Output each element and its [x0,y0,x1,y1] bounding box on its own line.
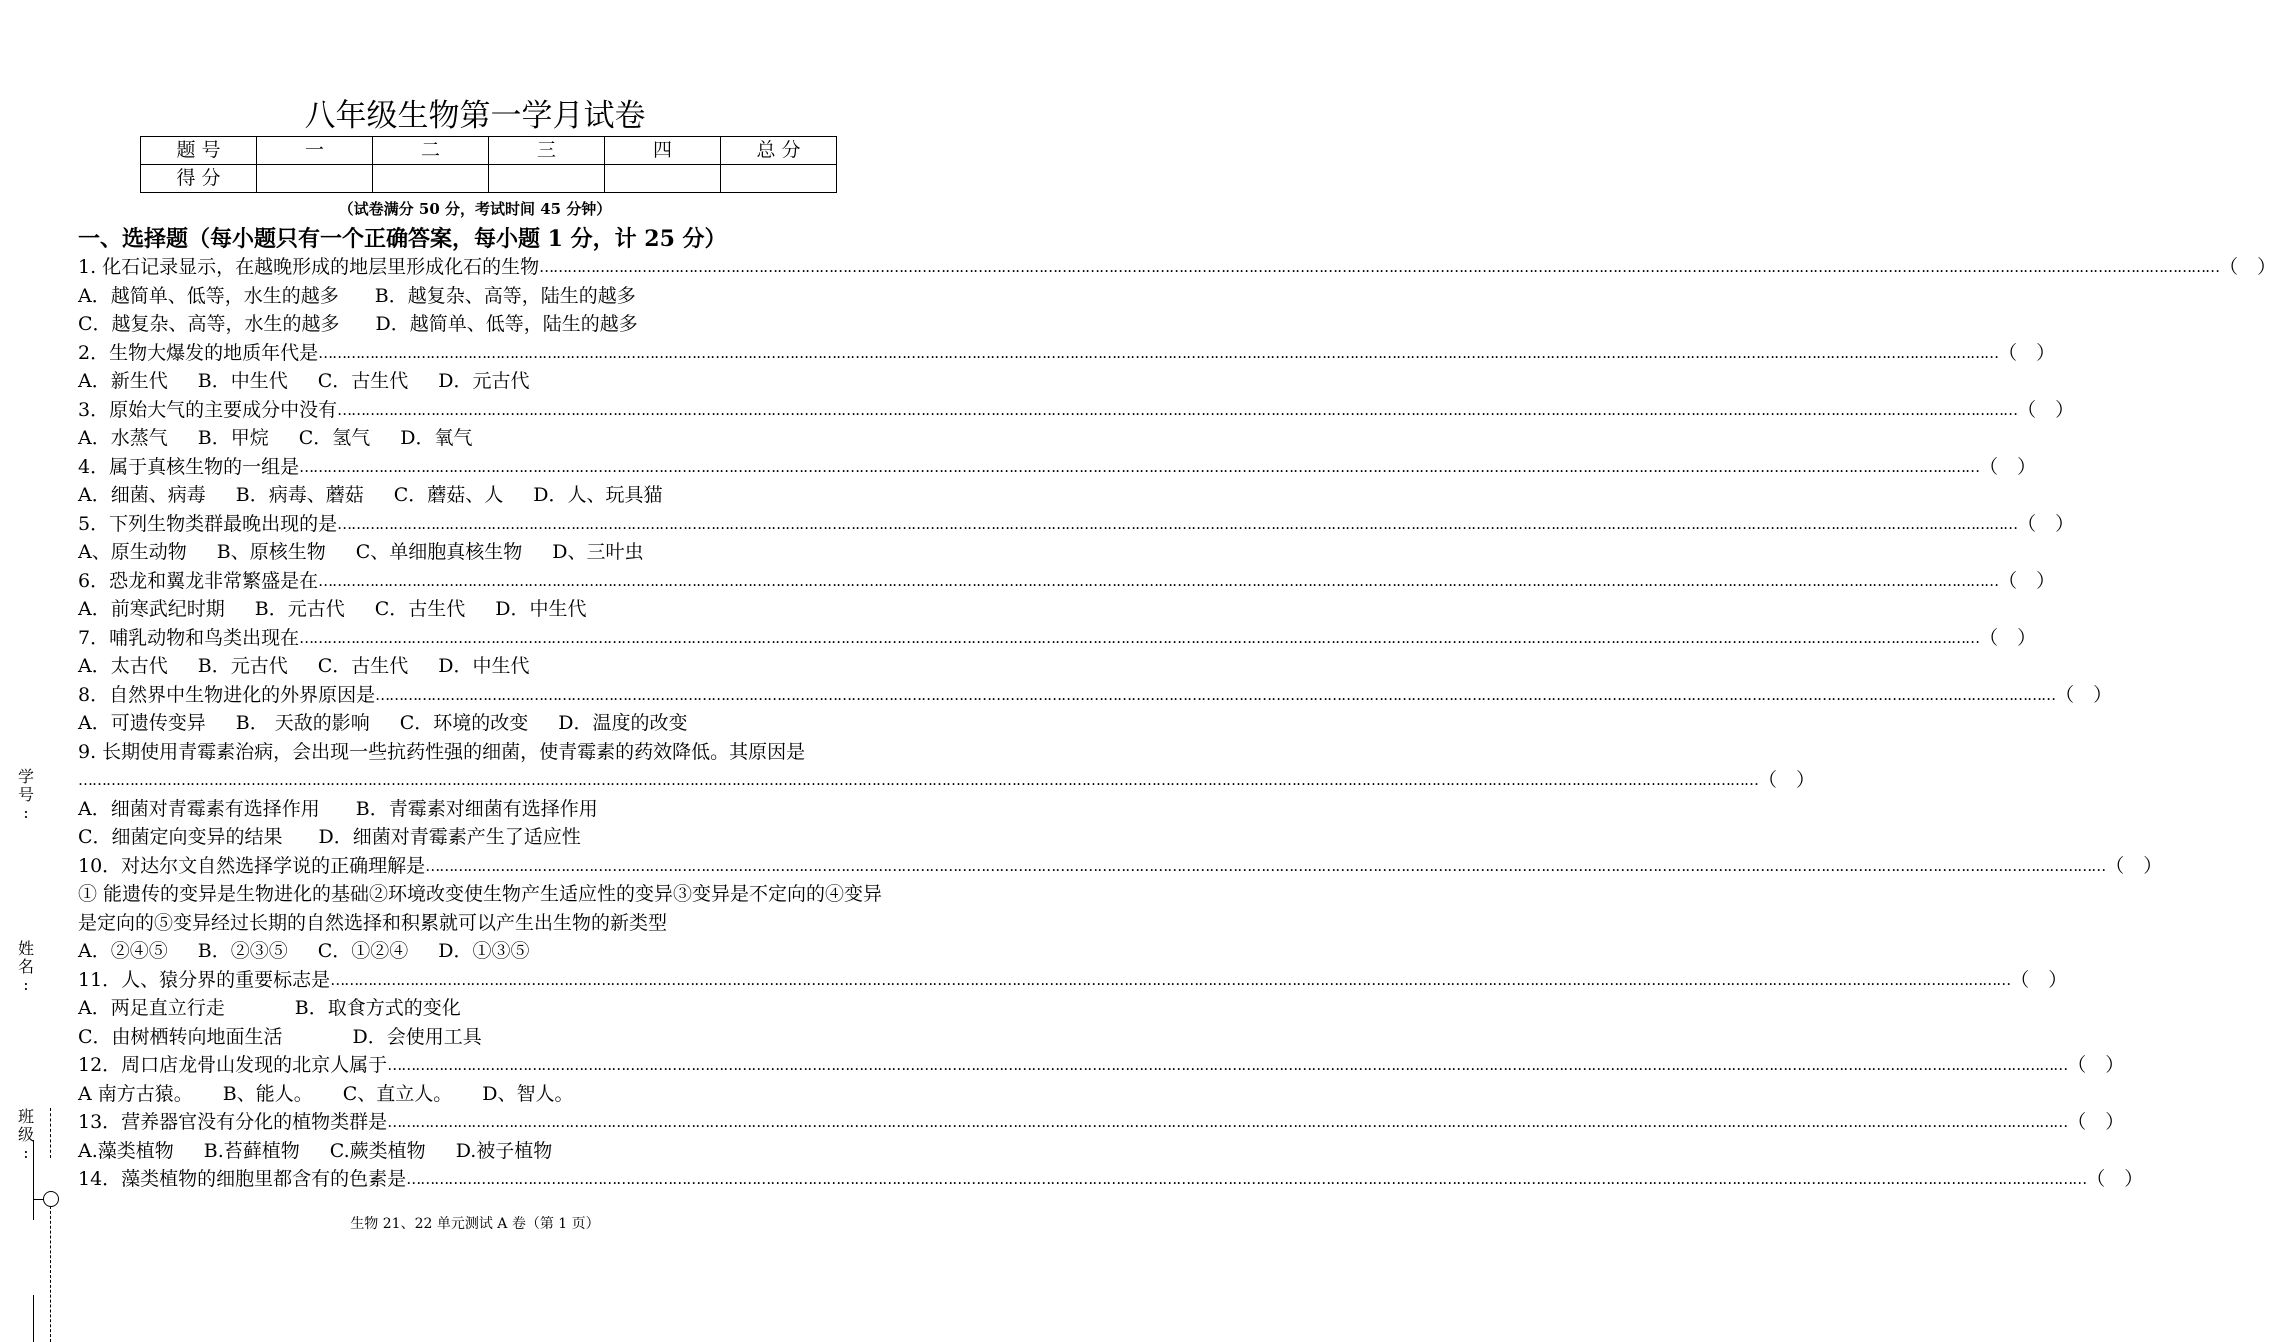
option-row [78,424,900,453]
answer-option[interactable]: D．氧气 [400,427,473,449]
answer-option[interactable]: C．由树栖转向地面生活 [78,1025,283,1048]
answer-blank[interactable]: （ ） [2067,1111,2125,1133]
option-row [78,795,900,824]
option-row [78,709,900,738]
question-stem: 1. 化石记录显示，在越晚形成的地层里形成化石的生物 [78,256,540,278]
answer-option[interactable]: A．前寒武纪时期 [78,598,225,620]
section-heading: 一、选择题（每小题只有一个正确答案，每小题 1 分，计 25 分） [78,226,727,252]
answer-option[interactable]: A．水蒸气 [78,427,168,449]
binding-hole [43,1191,59,1207]
answer-option[interactable]: C.蕨类植物 [329,1139,426,1162]
page-title: 八年级生物第一学月试卷 [304,98,646,134]
answer-option[interactable]: D．会使用工具 [352,1025,482,1048]
question-7 [78,624,2037,653]
answer-option[interactable]: A．细菌对青霉素有选择作用 [78,797,320,820]
answer-blank[interactable]: （ ） [2067,1054,2125,1076]
score-table [140,136,837,193]
option-row [78,481,900,510]
answer-option[interactable]: D．①③⑤ [438,940,530,962]
answer-option[interactable]: A．太古代 [78,655,168,677]
score-table-header-row [141,137,837,165]
leader-dots: ……………………………………………………………………………………………………………………………………………………………………………………………………………………………………………………………………………………………………………………………… [387,1056,2068,1074]
question-12 [78,1051,2125,1080]
answer-option[interactable]: B．中生代 [197,370,288,392]
leader-dots: ……………………………………………………………………………………………………………………………………………………………………………………………………………………………………………………………………………………………………………………………… [318,343,1999,362]
question-stem: 11．人、猿分界的重要标志是 [78,968,331,991]
question-stem: 10．对达尔文自然选择学说的正确理解是 [78,854,426,877]
question-11 [78,966,2068,995]
leader-dots: ……………………………………………………………………………………………………………………………………………………………………………………………………………………………………………………………………………………………………………………………… [425,856,2106,875]
question-stem: 5．下列生物类群最晚出现的是 [78,512,338,535]
score-cell[interactable] [721,165,837,193]
leader-dots: ……………………………………………………………………………………………………………………………………………………………………………………………………………………………………………………………………………………………………………………………… [375,685,2056,704]
answer-option[interactable]: C．细菌定向变异的结果 [78,826,283,848]
answer-option[interactable]: B．越复杂、高等，陆生的越多 [374,284,636,307]
question-stem: 4．属于真核生物的一组是 [78,455,300,478]
answer-option[interactable]: B．甲烷 [197,427,269,449]
question-3 [78,396,2075,425]
score-cell[interactable] [605,165,721,193]
leader-dots: ……………………………………………………………………………………………………………………………………………………………………………………………………………………………………………………………………………………………………………………………… [78,771,1758,789]
answer-option[interactable]: D．细菌对青霉素产生了适应性 [318,826,581,848]
answer-blank[interactable]: （ ） [1998,569,2056,592]
binding-dashed-line [50,1108,51,1158]
answer-option[interactable]: C．①②④ [317,940,409,962]
answer-option[interactable]: C．古生代 [317,370,409,392]
question-4 [78,453,2037,482]
question-list [78,253,2276,1194]
leader-dots: ……………………………………………………………………………………………………………………………………………………………………………………………………………………………………………………………………………………………………………………………… [318,571,1999,590]
answer-option[interactable]: D．越简单、低等，陆生的越多 [375,313,638,335]
answer-blank[interactable]: （ ） [2219,256,2276,278]
question-9-leader [78,766,1816,795]
answer-option[interactable]: C．古生代 [317,655,409,677]
score-table-score-row [141,165,837,193]
answer-blank[interactable]: （ ） [2017,398,2075,421]
student-name-label: 姓 名 : [17,939,34,994]
option-row [78,1023,900,1052]
answer-option[interactable]: D．温度的改变 [558,712,688,734]
answer-option[interactable]: D.被子植物 [455,1139,553,1162]
binding-solid-line [33,1140,34,1220]
question-stem: 2．生物大爆发的地质年代是 [78,341,319,364]
answer-blank[interactable]: （ ） [2055,683,2113,706]
score-header-cell: 题 号 [141,137,257,165]
answer-option[interactable]: A．两足直立行走 [78,997,225,1019]
option-row [78,652,900,681]
answer-option[interactable]: D．人、玩具猫 [533,484,663,506]
question-stem: 8．自然界中生物进化的外界原因是 [78,683,376,706]
answer-blank[interactable]: （ ） [1979,626,2037,649]
answer-blank[interactable]: （ ） [1998,341,2056,364]
leader-dots: ……………………………………………………………………………………………………………………………………………………………………………………………………………………………………………………………………………………………………………………………… [330,970,2011,989]
answer-blank[interactable]: （ ） [2017,512,2075,535]
leader-dots: ……………………………………………………………………………………………………………………………………………………………………………………………………………………………………………………………………………………………………………………………… [539,258,2220,276]
question-stem: 6．恐龙和翼龙非常繁盛是在 [78,569,319,592]
answer-option[interactable]: A．细菌、病毒 [78,484,206,506]
answer-blank[interactable]: （ ） [2010,968,2068,991]
answer-blank[interactable]: （ ） [2086,1168,2144,1190]
question-stem: 14．藻类植物的细胞里都含有的色素是 [78,1168,407,1190]
binding-solid-line [33,1295,34,1342]
answer-option[interactable]: C．环境的改变 [399,712,529,734]
question-13 [78,1108,2125,1137]
answer-option[interactable]: B．元古代 [254,598,345,620]
score-header-cell: 总 分 [721,137,837,165]
score-cell[interactable] [257,165,373,193]
score-cell[interactable] [489,165,605,193]
answer-option[interactable]: B．②③⑤ [197,940,288,962]
answer-option[interactable]: B．青霉素对细菌有选择作用 [355,797,598,820]
answer-option[interactable]: C．古生代 [374,598,466,620]
answer-option[interactable]: B、原核生物 [216,541,326,563]
answer-option[interactable]: C．蘑菇、人 [393,484,504,506]
question-6 [78,567,2056,596]
answer-option[interactable]: D．中生代 [438,655,530,677]
answer-blank[interactable]: （ ） [1979,455,2037,478]
answer-blank[interactable]: （ ） [1758,769,1816,791]
answer-option[interactable]: B．取食方式的变化 [294,997,461,1019]
score-cell[interactable] [373,165,489,193]
option-row [78,538,900,567]
answer-option[interactable]: B．病毒、蘑菇 [235,484,364,506]
leader-dots: ……………………………………………………………………………………………………………………………………………………………………………………………………………………………………………………………………………………………………………………………… [299,628,1980,647]
answer-option[interactable]: A 南方古猿。 [78,1082,193,1105]
question-stem: 13．营养器官没有分化的植物类群是 [78,1111,388,1133]
answer-option[interactable]: D．元古代 [438,370,530,392]
answer-option[interactable]: B． 天敌的影响 [235,712,370,734]
question-5 [78,510,2075,539]
option-row [78,310,900,339]
leader-dots: ……………………………………………………………………………………………………………………………………………………………………………………………………………………………………………………………………………………………………………………………… [337,514,2018,533]
option-row [78,823,900,852]
binding-dashed-line [50,1206,51,1342]
leader-dots: ……………………………………………………………………………………………………………………………………………………………………………………………………………………………………………………………………………………………………………………………… [387,1113,2068,1131]
question-8 [78,681,2113,710]
answer-option[interactable]: A．可遗传变异 [78,712,206,734]
score-header-cell: 四 [605,137,721,165]
option-row [78,1137,900,1166]
answer-option[interactable]: B．元古代 [197,655,288,677]
score-header-cell: 三 [489,137,605,165]
student-id-label: 学 号 : [17,767,34,822]
answer-option[interactable]: A．新生代 [78,370,168,392]
leader-dots: ……………………………………………………………………………………………………………………………………………………………………………………………………………………………………………………………………………………………………………………………… [406,1170,2087,1188]
question-2 [78,339,2056,368]
exam-note: （试卷满分 50 分，考试时间 45 分钟） [338,200,612,218]
answer-blank[interactable]: （ ） [2105,854,2163,877]
option-row [78,994,900,1023]
question-stem: 3．原始大气的主要成分中没有 [78,398,338,421]
option-row [78,282,900,311]
answer-option[interactable]: A、原生动物 [78,541,187,563]
answer-option[interactable]: C、单细胞真核生物 [355,541,523,563]
question-14 [78,1165,2144,1194]
answer-option[interactable]: D、三叶虫 [552,541,644,563]
answer-option[interactable]: A．②④⑤ [78,940,168,962]
answer-option[interactable]: B、能人。 [222,1082,313,1105]
question-1 [78,253,2276,282]
option-row [78,937,900,966]
answer-option[interactable]: A.藻类植物 [78,1139,174,1162]
option-row [78,367,900,396]
question-10 [78,852,2163,881]
score-row-label: 得 分 [141,165,257,193]
answer-option[interactable]: B.苔藓植物 [203,1139,300,1162]
question-stem: 12．周口店龙骨山发现的北京人属于 [78,1054,388,1076]
class-label: 班 级 : [17,1107,34,1162]
answer-option[interactable]: C．越复杂、高等，水生的越多 [78,313,340,335]
question-stem: 7．哺乳动物和鸟类出现在 [78,626,300,649]
leader-dots: ……………………………………………………………………………………………………………………………………………………………………………………………………………………………………………………………………………………………………………………………… [337,400,2018,419]
score-header-cell: 二 [373,137,489,165]
question-10-statements: ① 能遗传的变异是生物进化的基础②环境改变使生物产生适应性的变异③变异是不定向的④变异是定向的⑤变异经过长期的自然选择和积累就可以产生出生物的新类型 [78,883,883,934]
question-9: 9. 长期使用青霉素治病，会出现一些抗药性强的细菌，使青霉素的药效降低。其原因是 [78,740,806,763]
page-footer: 生物 21、22 单元测试 A 卷（第 1 页） [350,1216,600,1232]
option-row [78,595,900,624]
answer-option[interactable]: C．氢气 [298,427,371,449]
answer-option[interactable]: A．越简单、低等，水生的越多 [78,284,339,307]
leader-dots: ……………………………………………………………………………………………………………………………………………………………………………………………………………………………………………………………………………………………………………………………… [299,457,1980,476]
answer-option[interactable]: D．中生代 [495,598,587,620]
answer-option[interactable]: C、直立人。 [342,1082,453,1105]
option-row [78,1080,900,1109]
answer-option[interactable]: D、智人。 [482,1082,574,1105]
score-header-cell: 一 [257,137,373,165]
